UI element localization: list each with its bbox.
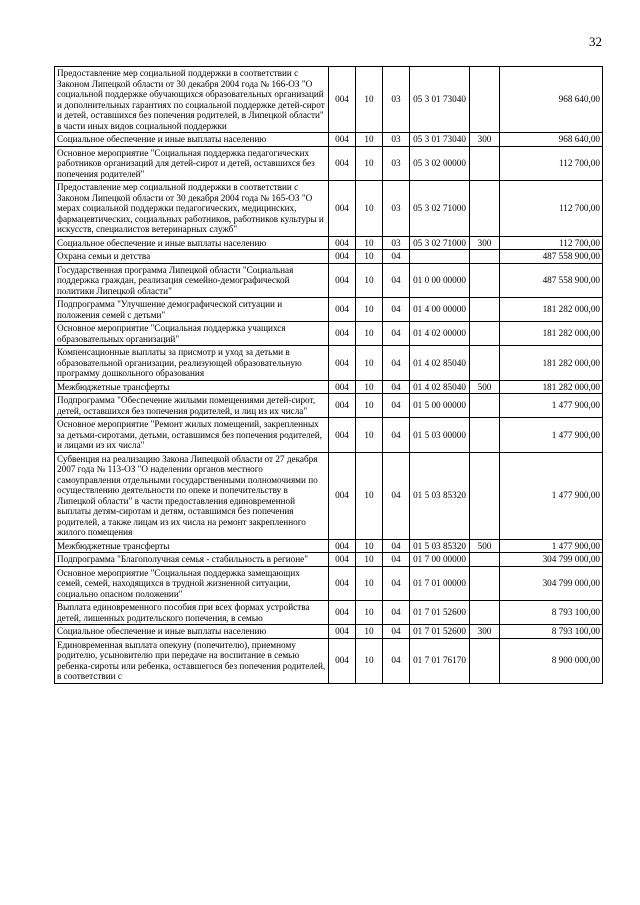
row-target-article: 01 7 01 52600 [410,601,470,625]
table-row [55,133,603,147]
row-section-code: 10 [356,263,383,298]
row-section-code: 10 [356,418,383,453]
row-section-code: 10 [356,67,383,133]
row-name: Межбюджетные трансферты [55,539,329,553]
row-name: Основное мероприятие "Социальная поддержка замещающих семей, семей, находящихся в трудной жизненной ситуации, социально опасном положении" [55,566,329,601]
row-target-article: 01 5 03 85320 [410,452,470,539]
row-ved-code: 004 [329,133,356,147]
row-subsection-code: 03 [383,236,410,250]
row-target-article: 05 3 01 73040 [410,67,470,133]
row-subsection-code: 04 [383,394,410,418]
row-expense-type [470,638,500,683]
row-target-article: 01 4 02 85040 [410,346,470,381]
table-row [55,298,603,322]
row-name: Предоставление мер социальной поддержки в соответствии с Законом Липецкой области от 30 декабря 2004 года № 166-ОЗ "О социальной поддержке обучающихся образовательных организаций и дополнительных гарантиях по социальной поддержке детей-сирот и детей, оставшихся без попечения родителей, в Липецкой области" в части иных видов социальной поддержки [55,67,329,133]
row-subsection-code: 04 [383,539,410,553]
row-expense-type [470,346,500,381]
row-name: Подпрограмма "Благополучная семья - стабильность в регионе" [55,553,329,567]
row-name: Основное мероприятие "Социальная поддержка педагогических работников организаций для детей-сирот и детей, оставшихся без попечения родителей" [55,146,329,181]
row-ved-code: 004 [329,236,356,250]
row-section-code: 10 [356,553,383,567]
row-ved-code: 004 [329,418,356,453]
row-expense-type [470,601,500,625]
table-row [55,380,603,394]
row-expense-type [470,418,500,453]
table-row [55,638,603,683]
row-amount: 8 793 100,00 [500,601,603,625]
row-name: Охрана семьи и детства [55,250,329,264]
row-subsection-code: 03 [383,181,410,237]
table-row [55,539,603,553]
row-target-article: 05 3 02 71000 [410,181,470,237]
row-ved-code: 004 [329,250,356,264]
row-ved-code: 004 [329,394,356,418]
row-subsection-code: 04 [383,298,410,322]
row-subsection-code: 04 [383,380,410,394]
row-target-article: 01 7 01 52600 [410,625,470,639]
row-target-article: 05 3 02 71000 [410,236,470,250]
row-section-code: 10 [356,146,383,181]
row-amount: 487 558 900,00 [500,263,603,298]
row-ved-code: 004 [329,263,356,298]
row-subsection-code: 04 [383,625,410,639]
row-expense-type [470,67,500,133]
row-subsection-code: 04 [383,250,410,264]
row-expense-type [470,298,500,322]
row-subsection-code: 04 [383,553,410,567]
row-amount: 181 282 000,00 [500,298,603,322]
row-expense-type: 500 [470,539,500,553]
row-target-article: 05 3 01 73040 [410,133,470,147]
row-name: Социальное обеспечение и иные выплаты населению [55,625,329,639]
row-section-code: 10 [356,380,383,394]
row-target-article: 01 5 03 85320 [410,539,470,553]
row-target-article: 05 3 02 00000 [410,146,470,181]
row-amount: 8 793 100,00 [500,625,603,639]
budget-table-body [55,67,603,684]
row-amount: 181 282 000,00 [500,322,603,346]
table-row [55,346,603,381]
row-target-article: 01 7 00 00000 [410,553,470,567]
row-name: Подпрограмма "Улучшение демографической ситуации и положения семей с детьми" [55,298,329,322]
row-ved-code: 004 [329,146,356,181]
table-row [55,601,603,625]
table-row [55,625,603,639]
row-name: Межбюджетные трансферты [55,380,329,394]
table-row [55,67,603,133]
page-number: 32 [589,34,602,49]
row-expense-type [470,263,500,298]
row-target-article: 01 5 03 00000 [410,418,470,453]
table-row [55,146,603,181]
table-row [55,181,603,237]
row-expense-type [470,146,500,181]
row-subsection-code: 04 [383,263,410,298]
row-ved-code: 004 [329,539,356,553]
row-expense-type [470,322,500,346]
row-target-article: 01 4 02 00000 [410,322,470,346]
row-ved-code: 004 [329,380,356,394]
row-name: Предоставление мер социальной поддержки в соответствии с Законом Липецкой области от 30 декабря 2004 года № 165-ОЗ "О мерах социальной поддержки педагогических, медицинских, фармацевтических, социальных работников, работников культуры и искусств, специалистов ветеринарных служб" [55,181,329,237]
row-name: Государственная программа Липецкой области "Социальная поддержка граждан, реализация семейно-демографической политики Липецкой области" [55,263,329,298]
row-name: Выплата единовременного пособия при всех формах устройства детей, лишенных родительского попечения, в семью [55,601,329,625]
row-amount: 112 700,00 [500,146,603,181]
row-subsection-code: 04 [383,418,410,453]
row-expense-type [470,394,500,418]
row-amount: 1 477 900,00 [500,452,603,539]
row-ved-code: 004 [329,452,356,539]
row-section-code: 10 [356,638,383,683]
row-ved-code: 004 [329,638,356,683]
row-amount: 968 640,00 [500,133,603,147]
row-subsection-code: 04 [383,452,410,539]
row-section-code: 10 [356,539,383,553]
row-target-article [410,250,470,264]
table-row [55,394,603,418]
row-target-article: 01 4 02 85040 [410,380,470,394]
table-row [55,263,603,298]
row-subsection-code: 04 [383,638,410,683]
row-subsection-code: 03 [383,67,410,133]
row-amount: 304 799 000,00 [500,566,603,601]
row-amount: 112 700,00 [500,236,603,250]
row-expense-type [470,181,500,237]
row-subsection-code: 03 [383,133,410,147]
table-row [55,566,603,601]
row-name: Социальное обеспечение и иные выплаты населению [55,133,329,147]
row-amount: 1 477 900,00 [500,394,603,418]
row-name: Подпрограмма "Обеспечение жилыми помещениями детей-сирот, детей, оставшихся без попечения родителей, и лиц из их числа" [55,394,329,418]
table-row [55,250,603,264]
row-ved-code: 004 [329,298,356,322]
row-ved-code: 004 [329,346,356,381]
row-subsection-code: 04 [383,601,410,625]
table-row [55,418,603,453]
row-subsection-code: 04 [383,566,410,601]
row-target-article: 01 7 01 00000 [410,566,470,601]
row-section-code: 10 [356,133,383,147]
row-expense-type [470,566,500,601]
table-row [55,236,603,250]
row-name: Основное мероприятие "Ремонт жилых помещений, закрепленных за детьми-сиротами, детьми, оставшимся без попечения родителей, и лицами из их числа" [55,418,329,453]
row-subsection-code: 04 [383,346,410,381]
row-ved-code: 004 [329,181,356,237]
row-amount: 968 640,00 [500,67,603,133]
row-ved-code: 004 [329,67,356,133]
row-amount: 487 558 900,00 [500,250,603,264]
row-ved-code: 004 [329,601,356,625]
row-ved-code: 004 [329,625,356,639]
row-section-code: 10 [356,298,383,322]
row-ved-code: 004 [329,566,356,601]
row-name: Субвенция на реализацию Закона Липецкой области от 27 декабря 2007 года № 113-ОЗ "О наделении органов местного самоуправления отдельными государственными полномочиями по осуществлению деятельности по опеке и попечительству в Липецкой области" в части предоставления единовременной выплаты детям-сиротам и детям, оставшимся без попечения родителей, а также лицам из их числа на ремонт закрепленного жилого помещения [55,452,329,539]
row-ved-code: 004 [329,322,356,346]
row-section-code: 10 [356,625,383,639]
row-amount: 1 477 900,00 [500,418,603,453]
table-row [55,553,603,567]
row-name: Единовременная выплата опекуну (попечителю), приемному родителю, усыновителю при передаче на воспитание в семью ребенка-сироты или ребенка, оставшегося без попечения родителей, в соответствии с [55,638,329,683]
row-section-code: 10 [356,181,383,237]
table-row [55,322,603,346]
row-target-article: 01 5 00 00000 [410,394,470,418]
row-amount: 1 477 900,00 [500,539,603,553]
row-section-code: 10 [356,394,383,418]
budget-table [54,66,603,684]
row-section-code: 10 [356,601,383,625]
row-amount: 181 282 000,00 [500,380,603,394]
row-expense-type: 500 [470,380,500,394]
row-target-article: 01 0 00 00000 [410,263,470,298]
row-section-code: 10 [356,346,383,381]
row-expense-type: 300 [470,236,500,250]
row-amount: 8 900 000,00 [500,638,603,683]
row-target-article: 01 7 01 76170 [410,638,470,683]
row-section-code: 10 [356,236,383,250]
row-subsection-code: 04 [383,322,410,346]
row-amount: 181 282 000,00 [500,346,603,381]
row-ved-code: 004 [329,553,356,567]
row-subsection-code: 03 [383,146,410,181]
row-name: Компенсационные выплаты за присмотр и уход за детьми в образовательной организации, реализующей образовательную программу дошкольного образования [55,346,329,381]
row-section-code: 10 [356,250,383,264]
row-section-code: 10 [356,322,383,346]
row-name: Основное мероприятие "Социальная поддержка учащихся образовательных организаций" [55,322,329,346]
row-name: Социальное обеспечение и иные выплаты населению [55,236,329,250]
row-amount: 112 700,00 [500,181,603,237]
row-target-article: 01 4 00 00000 [410,298,470,322]
row-amount: 304 799 000,00 [500,553,603,567]
row-expense-type [470,553,500,567]
row-expense-type [470,250,500,264]
row-expense-type: 300 [470,133,500,147]
row-section-code: 10 [356,452,383,539]
table-row [55,452,603,539]
row-section-code: 10 [356,566,383,601]
row-expense-type: 300 [470,625,500,639]
row-expense-type [470,452,500,539]
